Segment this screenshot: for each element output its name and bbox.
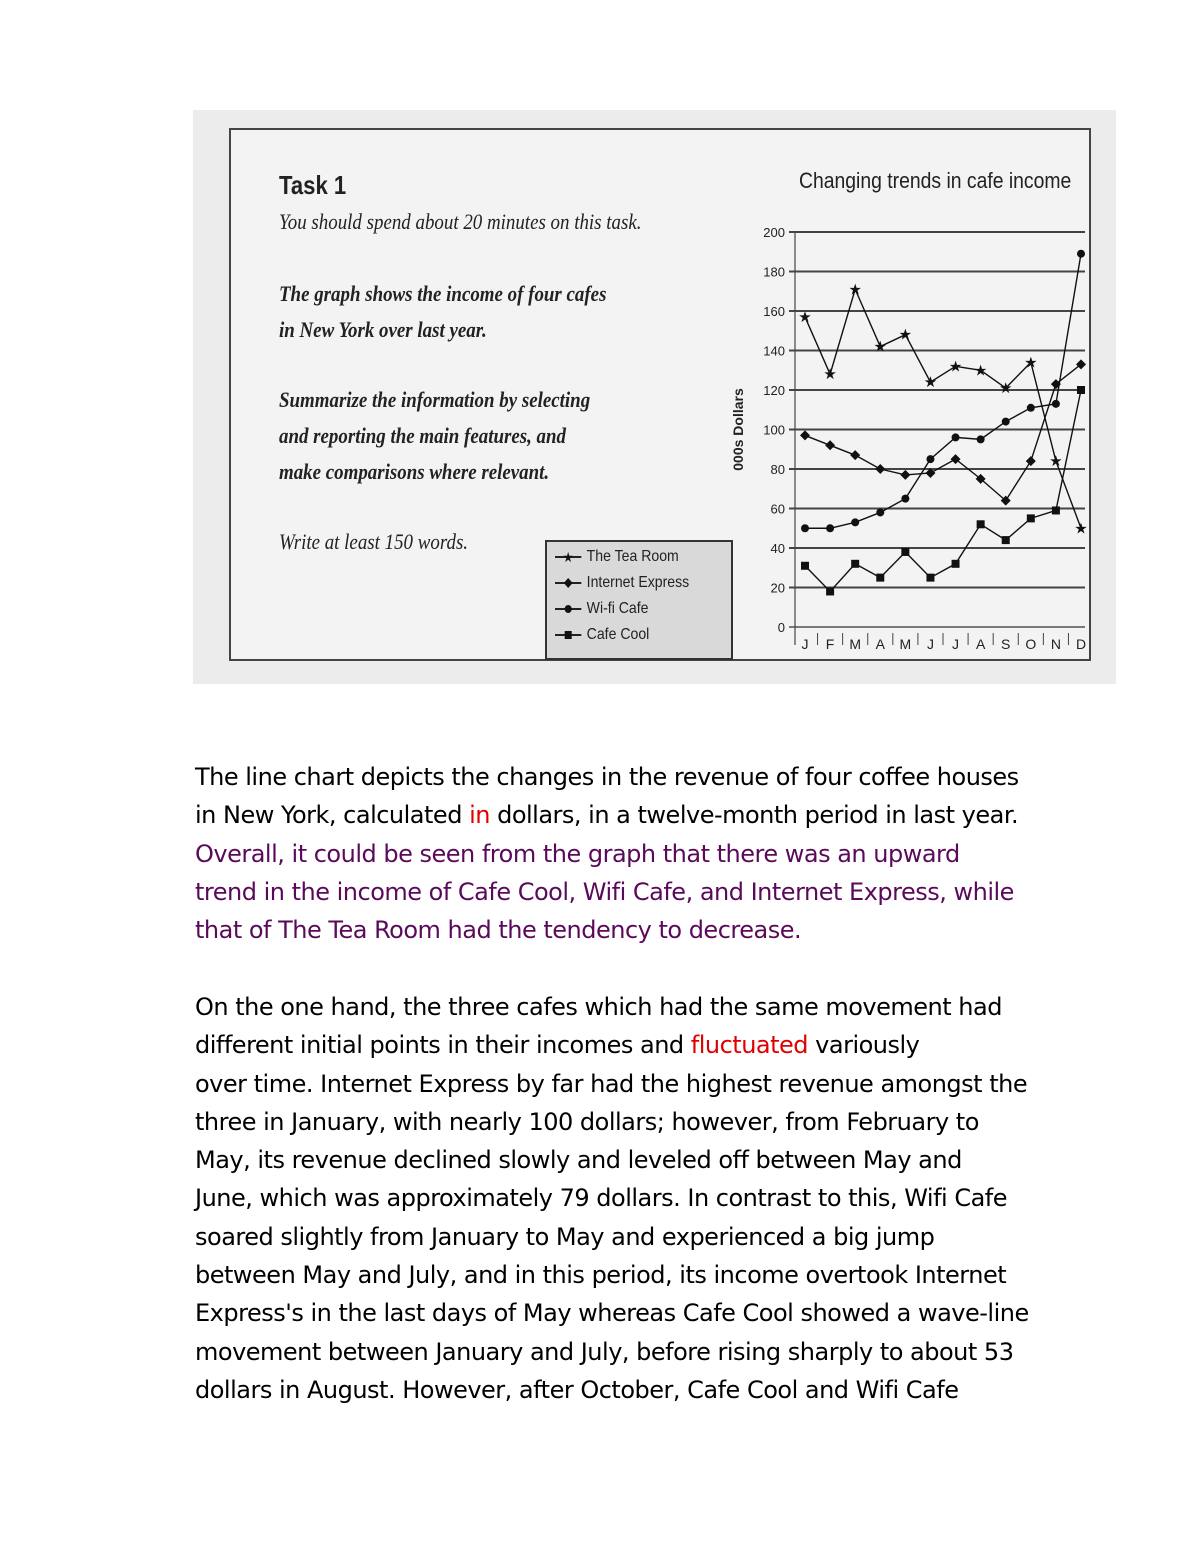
y-tick-label: 160 xyxy=(763,304,785,319)
star-marker-icon xyxy=(555,549,581,565)
diamond-point xyxy=(900,470,910,480)
essay-text: different initial points in their incomes and xyxy=(195,1031,691,1060)
star-point: ★ xyxy=(848,280,862,299)
series-line xyxy=(805,390,1081,591)
y-axis-label: 000s Dollars xyxy=(730,388,746,471)
dot-marker-icon xyxy=(555,601,581,617)
essay-line: over time. Internet Express by far had the highest revenue amongst the xyxy=(195,1069,1028,1098)
y-tick-label: 180 xyxy=(763,264,785,280)
x-tick-label: D xyxy=(1075,636,1087,650)
essay-line: dollars in August. However, after October, Cafe Cool and Wifi Cafe xyxy=(195,1375,959,1404)
dot-point xyxy=(926,455,934,463)
star-point: ★ xyxy=(873,337,887,356)
task-scan-image xyxy=(193,110,1116,684)
chart-title: Changing trends in cafe income xyxy=(799,168,1072,193)
chart-legend xyxy=(545,540,733,660)
essay-line: movement between January and July, before rising sharply to about 53 xyxy=(195,1337,1014,1366)
y-tick-label: 80 xyxy=(770,462,785,477)
x-tick-label: J xyxy=(952,636,960,650)
x-tick-label: N xyxy=(1050,636,1061,650)
essay-line: Express's in the last days of May whereas Cafe Cool showed a wave-line xyxy=(195,1299,1029,1328)
y-tick-label: 0 xyxy=(777,620,785,635)
essay-line: May, its revenue declined slowly and leveled off between May and xyxy=(195,1146,962,1175)
square-point xyxy=(876,574,884,582)
dot-point xyxy=(1002,418,1010,426)
star-point: ★ xyxy=(999,379,1013,398)
prompt-line: The graph shows the income of four cafes xyxy=(279,281,607,306)
word-note: Write at least 150 words. xyxy=(279,529,469,554)
essay-line: The line chart depicts the changes in the revenue of four coffee houses xyxy=(195,763,1019,791)
square-marker-icon xyxy=(555,627,581,643)
legend-item xyxy=(555,572,689,594)
dot-point xyxy=(1077,250,1085,258)
line-chart xyxy=(729,210,1089,650)
star-point: ★ xyxy=(823,365,837,384)
legend-label: The Tea Room xyxy=(586,548,679,565)
y-tick-label: 140 xyxy=(763,343,785,359)
legend-item xyxy=(555,624,649,646)
prompt-line: in New York over last year. xyxy=(279,317,487,342)
star-point: ★ xyxy=(1024,353,1038,372)
y-tick-label: 100 xyxy=(763,422,785,438)
essay-line-highlight: Overall, it could be seen from the graph that there was an upward xyxy=(195,839,960,868)
task-title: Task 1 xyxy=(279,170,347,200)
time-note: You should spend about 20 minutes on this task. xyxy=(279,209,642,234)
legend-label: Cafe Cool xyxy=(586,626,650,643)
x-tick-label: J xyxy=(801,636,809,650)
legend-item xyxy=(555,598,648,620)
instruction-line: and reporting the main features, and xyxy=(279,423,566,448)
essay-line: soared slightly from January to May and experienced a big jump xyxy=(195,1222,935,1251)
y-tick-label: 200 xyxy=(763,225,785,240)
square-point xyxy=(801,562,809,570)
highlighted-word: in xyxy=(469,801,490,830)
series-line xyxy=(805,289,1081,528)
legend-label: Wi-fi Cafe xyxy=(586,600,649,617)
square-point xyxy=(1027,514,1035,522)
x-tick-label: S xyxy=(1001,636,1011,650)
svg-text:★: ★ xyxy=(562,549,574,565)
diamond-point xyxy=(850,450,860,460)
dot-point xyxy=(1027,404,1035,412)
instruction-line: make comparisons where relevant. xyxy=(279,459,550,484)
diamond-point xyxy=(800,430,810,440)
essay-line: On the one hand, the three cafes which had the same movement had xyxy=(195,993,1002,1021)
dot-point xyxy=(977,435,985,443)
essay-text: dollars, in a twelve-month period in last year. xyxy=(489,801,1019,830)
dot-point xyxy=(876,508,884,516)
dot-point xyxy=(901,495,909,503)
essay-line xyxy=(195,796,1155,834)
dot-point xyxy=(1052,400,1060,408)
y-tick-label: 60 xyxy=(770,501,785,517)
star-point: ★ xyxy=(1074,519,1088,538)
star-point: ★ xyxy=(1049,452,1063,471)
dot-point xyxy=(952,433,960,441)
essay-text: variously xyxy=(808,1031,920,1060)
square-point xyxy=(901,548,909,556)
essay-line: June, which was approximately 79 dollars. In contrast to this, Wifi Cafe xyxy=(195,1184,1007,1213)
star-point: ★ xyxy=(898,325,913,344)
square-point xyxy=(977,520,985,528)
square-point xyxy=(851,560,859,568)
dot-point xyxy=(851,518,859,526)
y-tick-label: 120 xyxy=(763,383,785,398)
essay-line: between May and July, and in this period, its income overtook Internet xyxy=(195,1261,1007,1290)
square-point xyxy=(826,587,834,595)
dot-point xyxy=(826,524,834,532)
square-point xyxy=(1002,536,1010,544)
star-point: ★ xyxy=(973,361,988,380)
x-tick-label: F xyxy=(825,636,835,650)
square-point xyxy=(1077,386,1085,394)
essay-paragraph-1 xyxy=(195,758,1155,949)
diamond-marker-icon xyxy=(555,575,581,591)
essay-line: three in January, with nearly 100 dollars; however, from February to xyxy=(195,1107,979,1136)
x-tick-label: A xyxy=(975,636,986,650)
square-point xyxy=(1052,506,1060,514)
essay-line-highlight: trend in the income of Cafe Cool, Wifi Cafe, and Internet Express, while xyxy=(195,877,1014,906)
square-point xyxy=(926,574,934,582)
series-line xyxy=(805,364,1081,500)
instruction-line: Summarize the information by selecting xyxy=(279,387,591,412)
x-tick-label: J xyxy=(926,636,934,650)
star-point: ★ xyxy=(798,307,812,326)
task-box xyxy=(229,128,1091,661)
diamond-point xyxy=(1026,456,1036,466)
essay-paragraph-2 xyxy=(195,988,1155,1409)
star-point: ★ xyxy=(923,373,938,392)
diamond-point xyxy=(875,464,885,474)
star-point: ★ xyxy=(948,357,963,376)
square-point xyxy=(952,560,960,568)
highlighted-word: fluctuated xyxy=(690,1031,809,1060)
dot-point xyxy=(801,524,809,532)
legend-item xyxy=(555,546,679,568)
essay-text: in New York, calculated xyxy=(195,801,470,830)
legend-label: Internet Express xyxy=(586,574,690,591)
diamond-point xyxy=(825,440,835,450)
y-tick-label: 40 xyxy=(770,541,785,556)
essay-line xyxy=(195,1026,1155,1064)
x-tick-label: A xyxy=(875,636,885,650)
x-tick-label: O xyxy=(1025,636,1037,650)
y-tick-label: 20 xyxy=(770,580,785,596)
essay-line-highlight: that of The Tea Room had the tendency to decrease. xyxy=(195,916,802,945)
x-tick-label: M xyxy=(899,636,912,650)
x-tick-label: M xyxy=(849,636,862,650)
